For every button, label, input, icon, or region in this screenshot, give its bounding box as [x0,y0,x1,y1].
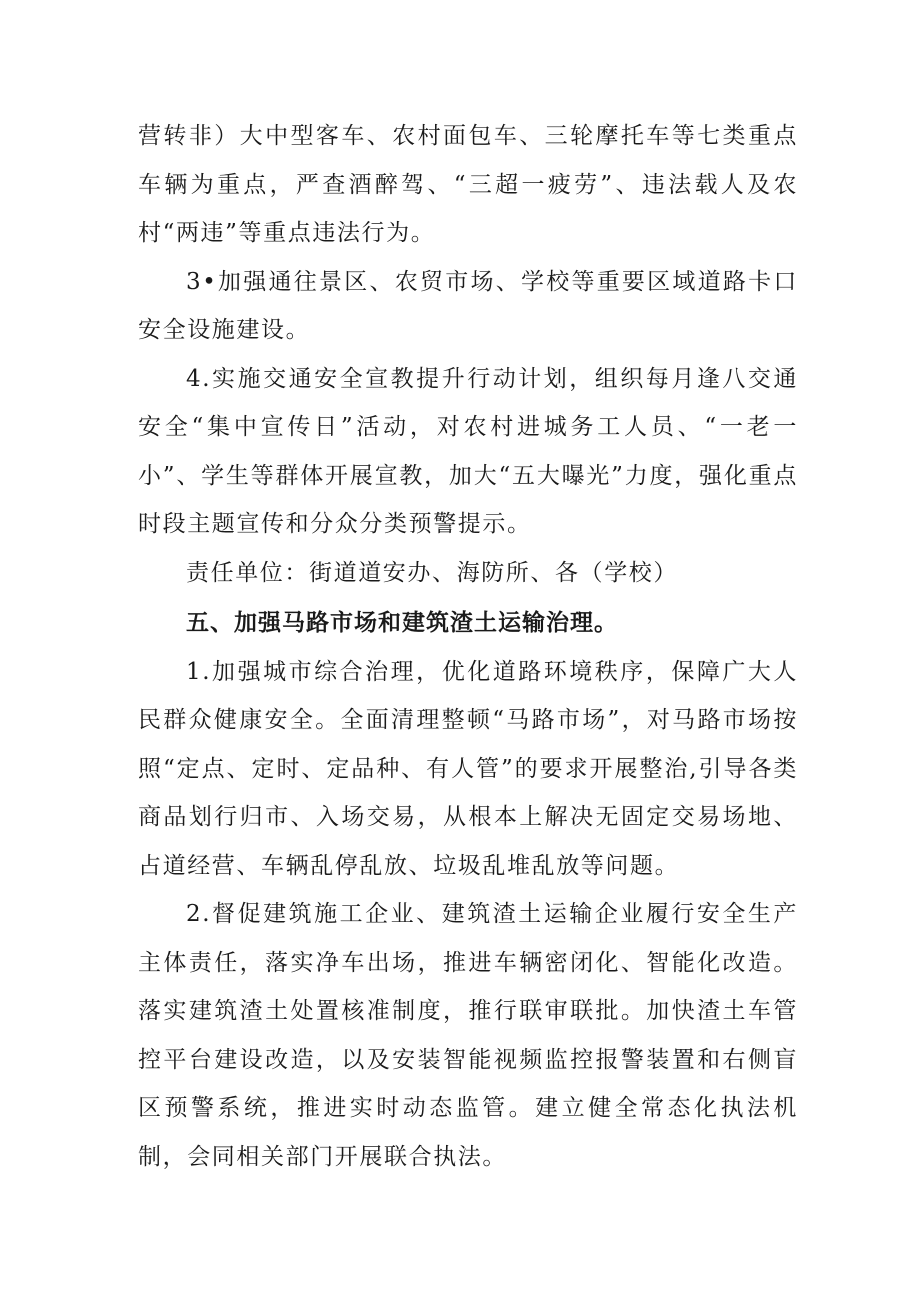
paragraph-item-3: 3•加强通往景区、农贸市场、学校等重要区域道路卡口安全设施建设。 [138,268,798,343]
section-heading: 五、加强马路市场和建筑渣土运输治理。 [186,610,618,636]
paragraph-continuation: 营转非）大中型客车、农村面包车、三轮摩托车等七类重点车辆为重点，严查酒醉驾、“三超一疲劳”、违法载人及农村“两违”等重点违法行为。 [138,123,798,246]
section-paragraph-2: 2.督促建筑施工企业、建筑渣土运输企业履行安全生产主体责任，落实净车出场，推进车辆密闭化、智能化改造。落实建筑渣土处置核准制度，推行联审联批。加快渣土车管控平台建设改造，以及安装智能视频监控报警装置和右侧盲区预警系统，推进实时动态监管。建立健全常态化执法机制，会同相关部门开展联合执法。 [138,901,798,1170]
paragraph-item-4: 4.实施交通安全宣教提升行动计划，组织每月逢八交通安全“集中宣传日”活动，对农村进城务工人员、“一老一小”、学生等群体开展宣教，加大“五大曝光”力度，强化重点时段主题宣传和分众分类预警提示。 [138,365,798,537]
responsible-units: 责任单位：街道道安办、海防所、各（学校） [186,559,678,586]
section-paragraph-1: 1.加强城市综合治理，优化道路环境秩序，保障广大人民群众健康安全。全面清理整顿“马路市场”，对马路市场按照“定点、定时、定品种、有人管”的要求开展整治,引导各类商品划行归市、入场交易，从根本上解决无固定交易场地、占道经营、车辆乱停乱放、垃圾乱堆乱放等问题。 [138,658,798,879]
document-body [138,112,798,1181]
